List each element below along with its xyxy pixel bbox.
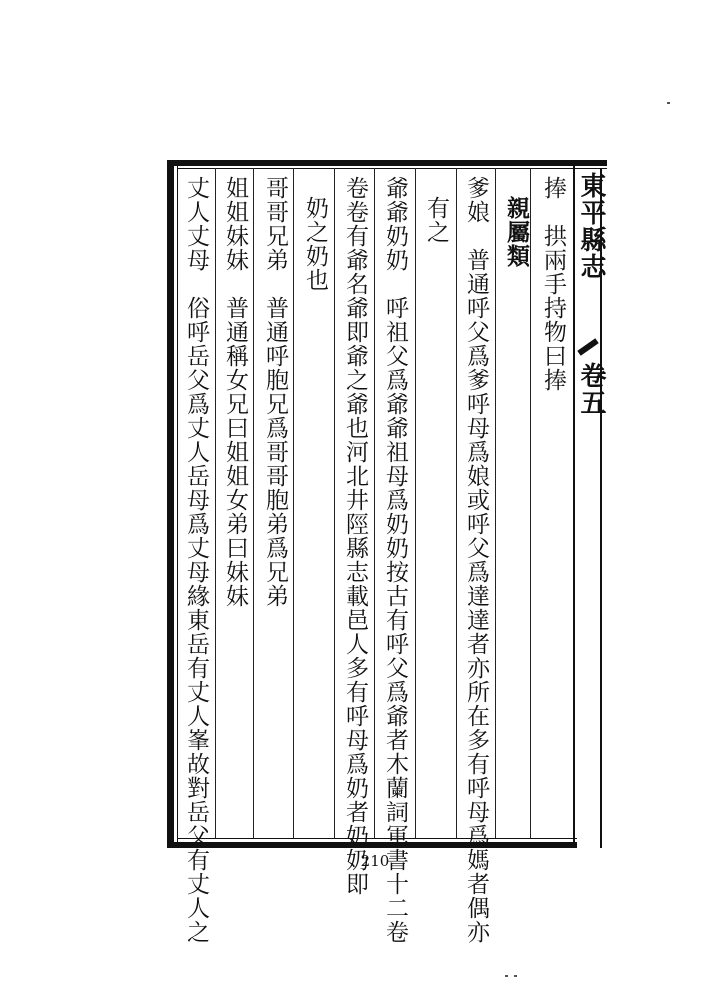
column-divider bbox=[293, 168, 294, 838]
column-divider bbox=[253, 168, 254, 838]
text-column-3: 爹娘 普通呼父爲爹呼母爲娘或呼父爲達達者亦所在多有呼母爲媽者偶亦 bbox=[463, 176, 489, 944]
scan-speck bbox=[667, 102, 670, 104]
column-divider bbox=[215, 168, 216, 838]
left-inner-border bbox=[177, 162, 178, 845]
page-number: 210 bbox=[360, 852, 390, 870]
scan-speck bbox=[505, 975, 508, 977]
top-border bbox=[167, 160, 607, 166]
column-divider bbox=[334, 168, 335, 838]
bottom-inner-border bbox=[178, 838, 577, 839]
column-divider bbox=[495, 168, 496, 838]
fishtail-mark bbox=[577, 338, 598, 356]
book-title: 東平縣志 bbox=[576, 172, 606, 280]
column-divider bbox=[530, 168, 531, 838]
scan-speck bbox=[514, 975, 517, 977]
right-border bbox=[573, 166, 575, 846]
text-column-5: 爺爺奶奶 呼祖父爲爺爺祖母爲奶奶按古有呼父爲爺者木蘭詞軍書十二卷 bbox=[382, 176, 408, 944]
column-divider bbox=[415, 168, 416, 838]
text-column-9: 姐姐妹妹 普通稱女兄曰姐姐女弟曰妹妹 bbox=[222, 176, 248, 608]
text-column-10: 丈人丈母 俗呼岳父爲丈人岳母爲丈母緣東岳有丈人峯故對岳父有丈人之 bbox=[183, 176, 209, 944]
top-inner-border bbox=[178, 168, 607, 169]
bottom-border bbox=[167, 842, 577, 848]
text-column-8: 哥哥兄弟 普通呼胞兄爲哥哥胞弟爲兄弟 bbox=[262, 176, 288, 608]
text-column-7: 奶之奶也 bbox=[302, 196, 328, 292]
text-column-4: 有之 bbox=[423, 196, 449, 244]
column-divider bbox=[374, 168, 375, 838]
left-border bbox=[167, 162, 174, 848]
section-heading: 親屬類 bbox=[503, 196, 530, 268]
text-column-1: 捧 拱兩手持物曰捧 bbox=[540, 176, 566, 392]
column-divider bbox=[456, 168, 457, 838]
volume-label: 卷五 bbox=[576, 362, 606, 416]
text-column-6: 卷卷有爺名爺即爺之爺也河北井陘縣志載邑人多有呼母爲奶者奶奶即 bbox=[342, 176, 368, 896]
